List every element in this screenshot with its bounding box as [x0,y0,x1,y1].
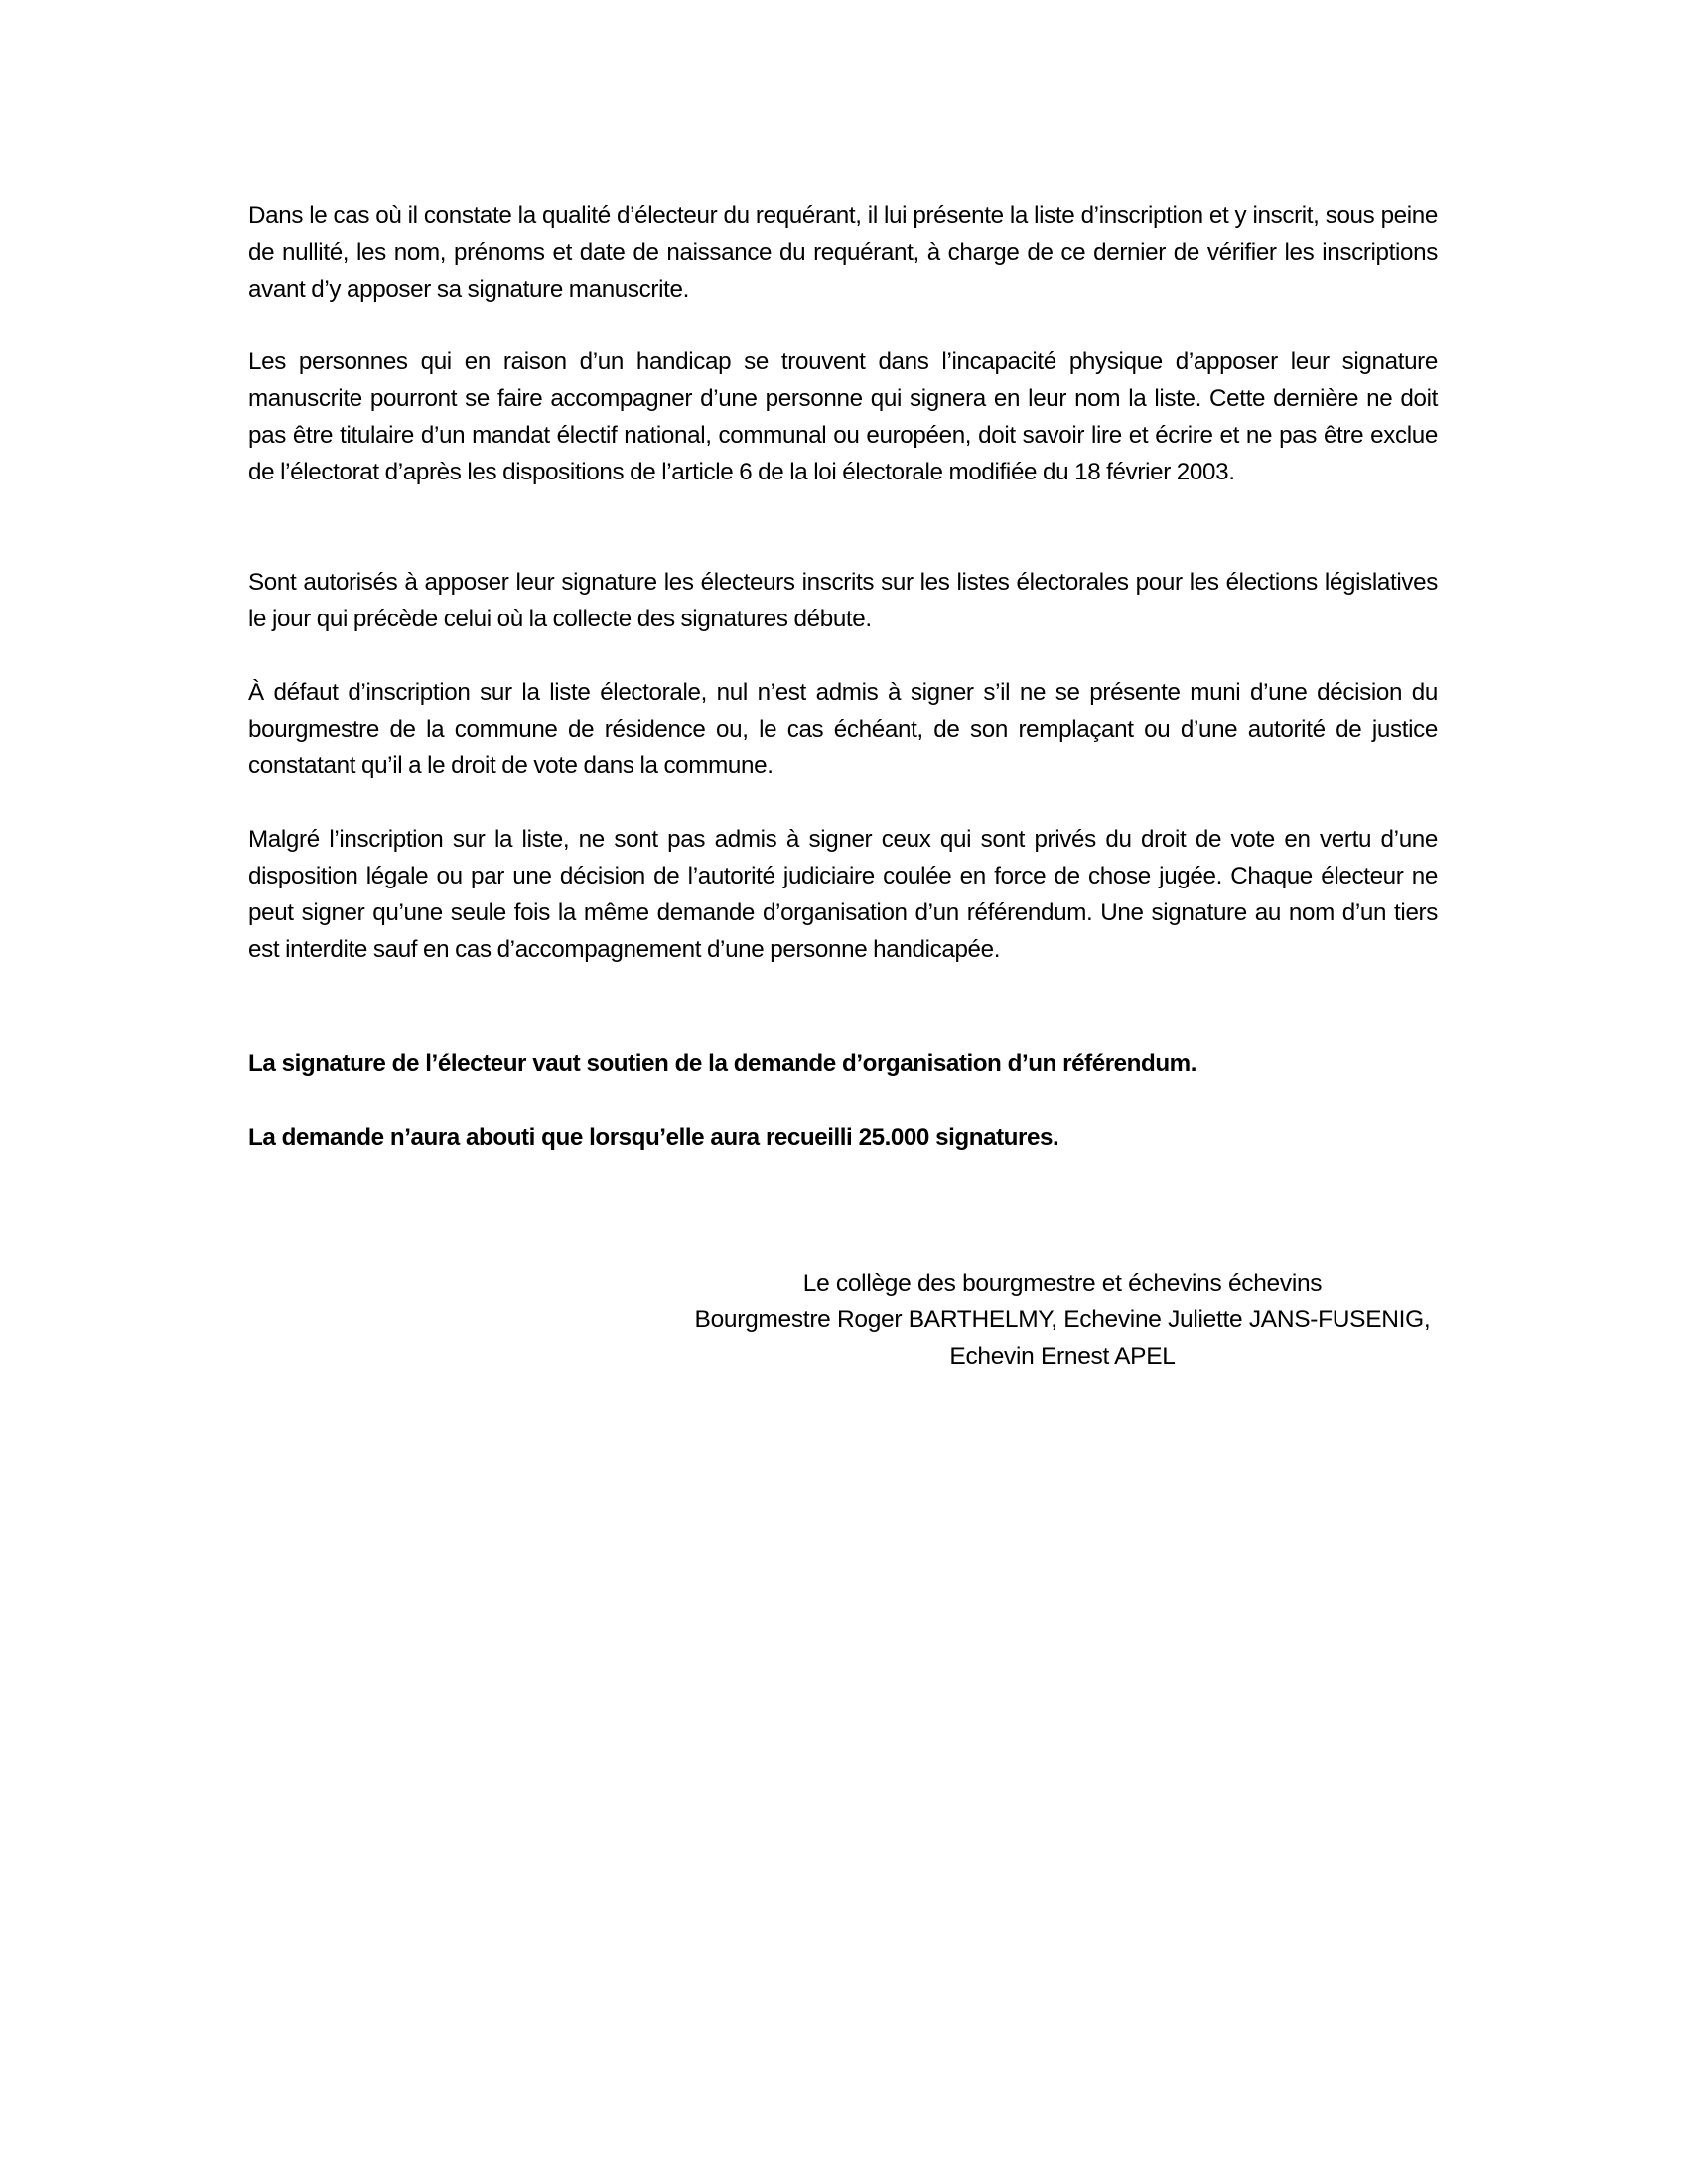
signature-names-line: Bourgmestre Roger BARTHELMY, Echevine Juliette JANS-FUSENIG, [694,1306,1431,1333]
bold-statement-signature-threshold: La demande n’aura abouti que lorsqu’elle aura recueilli 25.000 signatures. [248,1124,1059,1151]
paragraph-excluded-signers: Malgré l’inscription sur la liste, ne sont pas admis à signer ceux qui sont privés du droit de vote en vertu d’une disposition légale ou par une décision de l’autorité judiciaire coulée en force de chose jugée. Chaque électeur ne peut signer qu’une seule fois la même demande d’organisation d’un référendum. Une signature au nom d’un tiers est interdite sauf en cas d’accompagnement d’une personne handicapée. [248,826,1438,963]
paragraph-disabled-assistance: Les personnes qui en raison d’un handicap se trouvent dans l’incapacité physique d’apposer leur signature manuscrite pourront se faire accompagner d’une personne qui signera en leur nom la liste. Cette dernière ne doit pas être titulaire d’un mandat électif national, communal ou européen, doit savoir lire et écrire et ne pas être exclue de l’électorat d’après les dispositions de l’article 6 de la loi électorale modifiée du 18 février 2003. [248,348,1438,485]
paragraph-missing-registration: À défaut d’inscription sur la liste électorale, nul n’est admis à signer s’il ne se présente muni d’une décision du bourgmestre de la commune de résidence ou, le cas échéant, de son remplaçant ou d’une autorité de justice constatant qu’il a le droit de vote dans la commune. [248,679,1438,779]
signature-college-title: Le collège des bourgmestre et échevins échevins [802,1270,1323,1297]
paragraph-authorized-signers: Sont autorisés à apposer leur signature les électeurs inscrits sur les listes électorales pour les élections législatives le jour qui précède celui où la collecte des signatures débute. [248,569,1438,632]
paragraph-voter-registration-check: Dans le cas où il constate la qualité d’électeur du requérant, il lui présente la liste d’inscription et y inscrit, sous peine de nullité, les nom, prénoms et date de naissance du requérant, à charge de ce dernier de vérifier les inscriptions avant d’y apposer sa signature manuscrite. [248,203,1438,303]
signature-names-line-2: Echevin Ernest APEL [949,1343,1176,1370]
bold-statement-signature-support: La signature de l’électeur vaut soutien de la demande d’organisation d’un référendum. [248,1050,1196,1077]
signature-block [645,1265,1479,1375]
